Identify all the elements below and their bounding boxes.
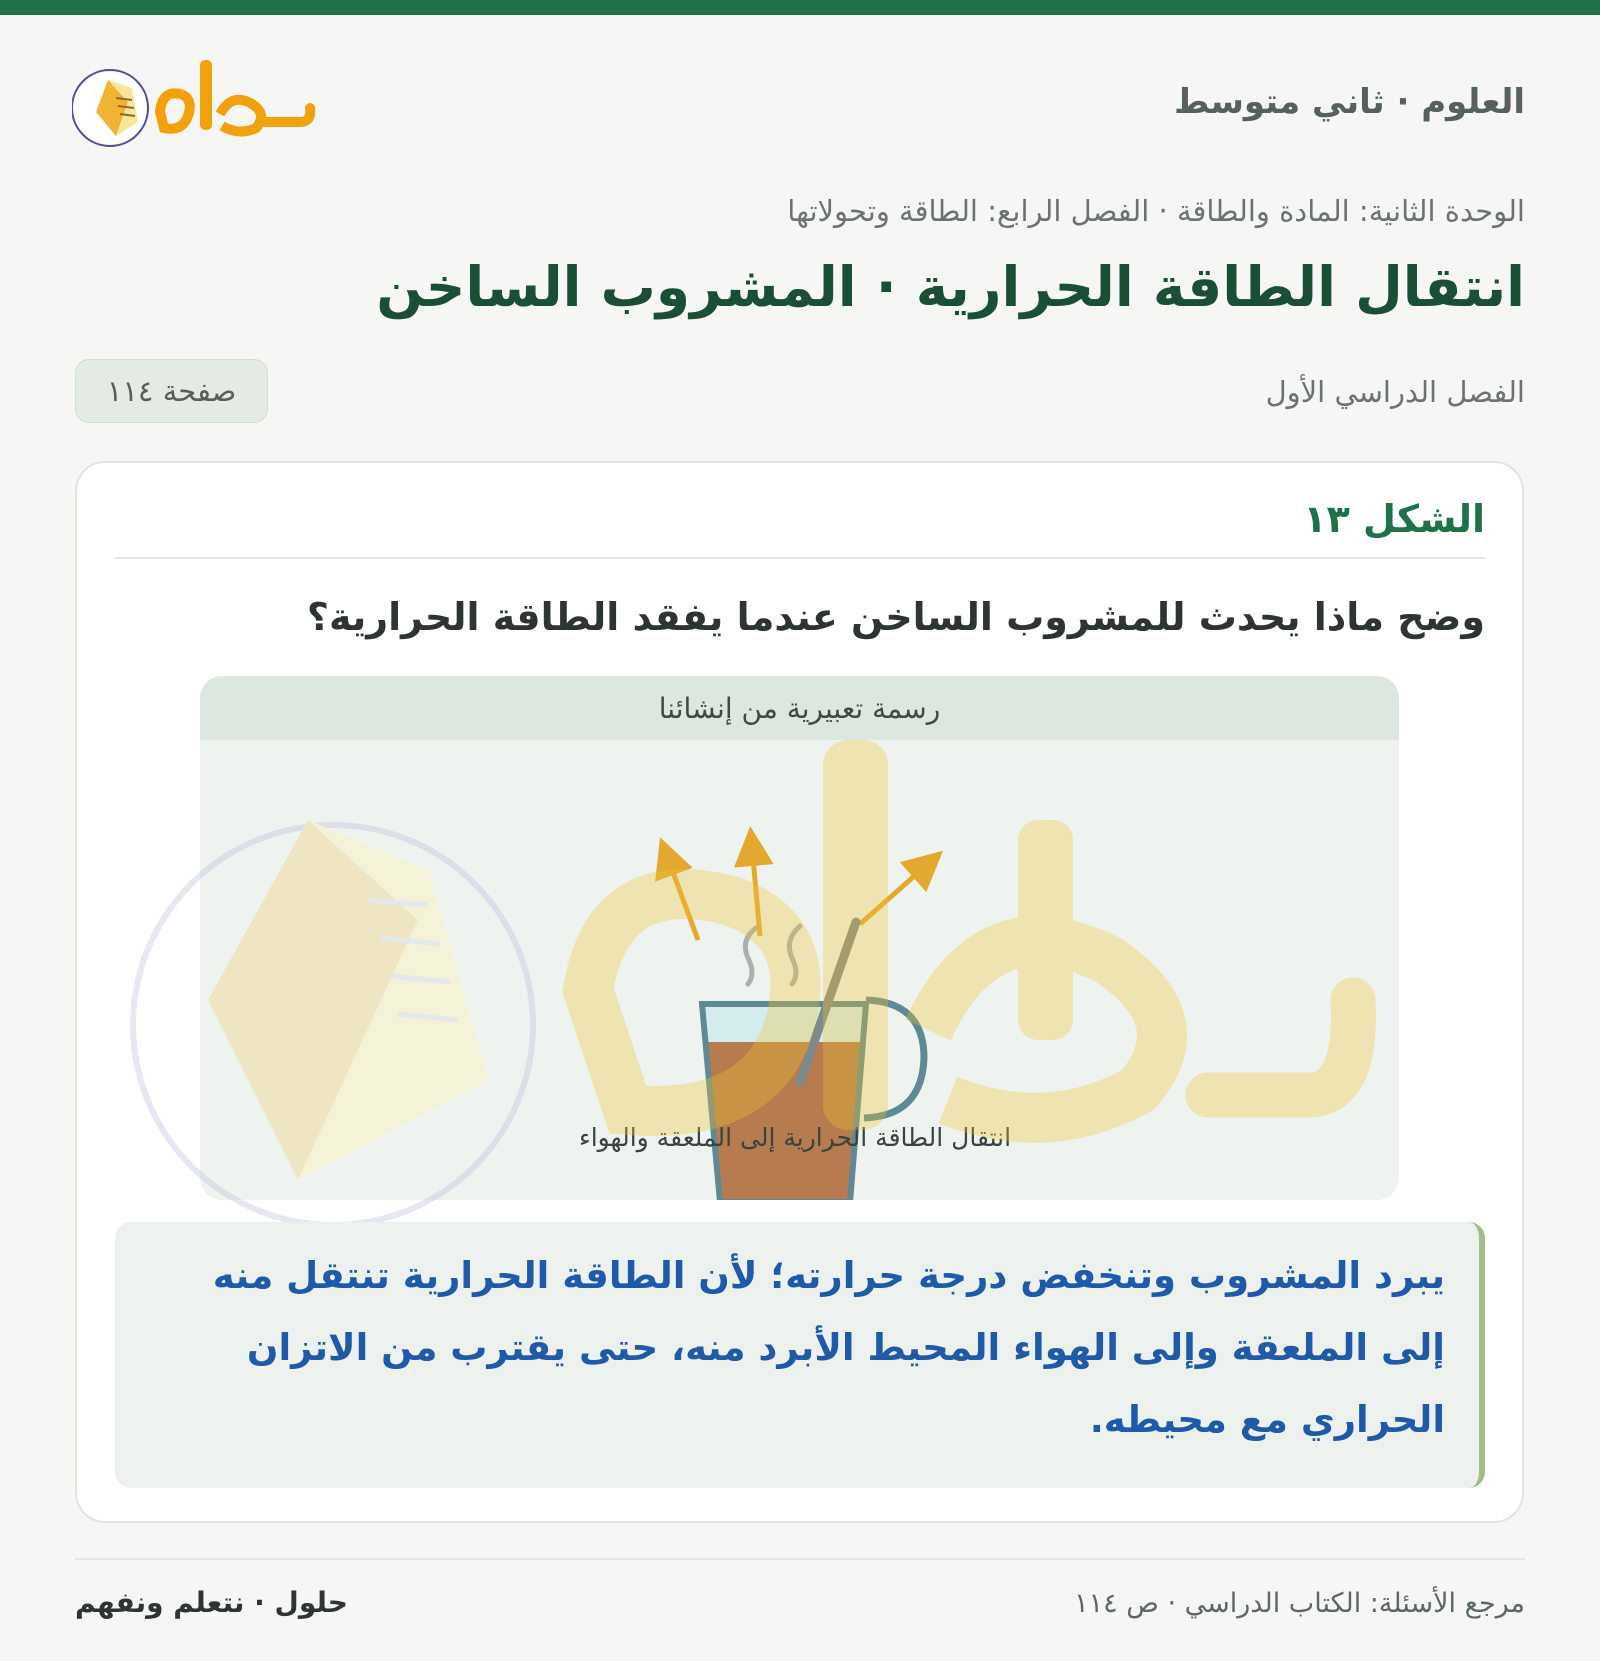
page-title: انتقال الطاقة الحرارية · المشروب الساخن (376, 255, 1525, 319)
questions-reference: مرجع الأسئلة: الكتاب الدراسي · ص ١١٤ (1074, 1588, 1525, 1619)
footer-divider (75, 1558, 1525, 1560)
illustration-caption: انتقال الطاقة الحرارية إلى الملعقة والهواء (578, 1123, 1012, 1152)
subject-title: العلوم · ثاني متوسط (1174, 82, 1525, 122)
illustration-header: رسمة تعبيرية من إنشائنا (200, 676, 1399, 740)
steam-lines (745, 926, 800, 984)
top-accent-bar (0, 0, 1600, 15)
page-number-badge: صفحة ١١٤ (75, 359, 268, 423)
cup-icon (702, 922, 924, 1200)
answer-box: يبرد المشروب وتنخفض درجة حرارته؛ لأن الطاقة الحرارية تنتقل منه إلى الملعقة وإلى الهواء المحيط الأبرد منه، حتى يقترب من الاتزان الحراري مع محيطه. (115, 1222, 1485, 1488)
illustration-panel (200, 676, 1399, 1200)
logo-icon (72, 52, 342, 162)
footer-brand: حلول · نتعلم ونفهم (75, 1586, 348, 1619)
figure-label: الشكل ١٣ (1303, 497, 1485, 541)
card-divider (115, 557, 1485, 559)
unit-breadcrumb: الوحدة الثانية: المادة والطاقة · الفصل الرابع: الطاقة وتحولاتها (787, 194, 1525, 228)
term-label: الفصل الدراسي الأول (1265, 375, 1525, 409)
question-text: وضح ماذا يحدث للمشروب الساخن عندما يفقد الطاقة الحرارية؟ (306, 595, 1485, 639)
site-logo[interactable] (72, 52, 342, 162)
